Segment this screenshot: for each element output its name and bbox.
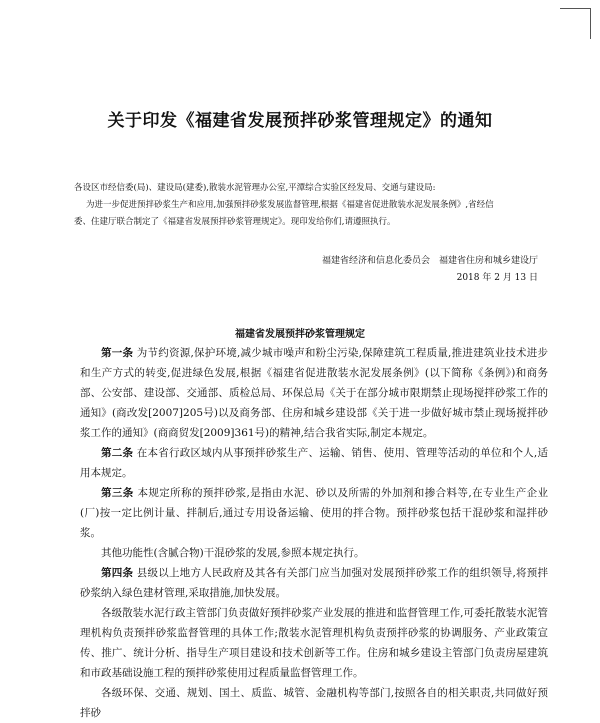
- issue-date: 2018 年 2 月 13 日: [456, 273, 538, 283]
- article-4-para-2-text: 各级散装水泥行政主管部门负责做好预拌砂浆产业发展的推进和监督管理工作,可委托散装水泥管理机构负责预拌砂浆监督管理的具体工作;散装水泥管理机构负责预拌砂浆的协调服务、产业政策宣传、推广、统计分析、指导生产项目建设和技术创新等工作。住房和城乡建设主管部门负责房屋建筑和市政基础设施工程的预拌砂浆使用过程质量监督管理工作。: [80, 607, 548, 679]
- regulation-body: [80, 343, 548, 723]
- intro-line-1: 为进一步促进预拌砂浆生产和应用,加强预拌砂浆发展监督管理,根据《福建省促进散装水泥发展条例》,省经信: [86, 200, 494, 210]
- article-4-number: 第四条: [101, 567, 134, 579]
- addressee-line: 各设区市经信委(局)、建设局(建委),散装水泥管理办公室,平潭综合实验区经发局、交通与建设局:: [74, 183, 436, 193]
- article-3-text: 本规定所称的预拌砂浆,是指由水泥、砂以及所需的外加剂和掺合料等,在专业生产企业(厂)按一定比例计量、拌制后,通过专用设备运输、使用的拌合物。预拌砂浆包括干混砂浆和湿拌砂浆。: [80, 487, 549, 539]
- article-1-text: 为节约资源,保护环境,减少城市噪声和粉尘污染,保障建筑工程质量,推进建筑业技术进步和生产方式的转变,促进绿色发展,根据《福建省促进散装水泥发展条例》(以下简称《条例》)和商务部、公安部、建设部、交通部、质检总局、环保总局《关于在部分城市限期禁止现场搅拌砂浆工作的通知》(商改发[2007]205号)以及商务部、住房和城乡建设部《关于进一步做好城市禁止现场搅拌砂浆工作的通知》(商商贸发[2009]361号)的精神,结合我省实际,制定本规定。: [80, 347, 548, 439]
- notice-title: 关于印发《福建省发展预拌砂浆管理规定》的通知: [107, 111, 493, 131]
- intro-line-2: 委、住建厅联合制定了《福建省发展预拌砂浆管理规定》。现印发给你们,请遵照执行。: [74, 217, 396, 227]
- article-4-para-2: [80, 603, 548, 683]
- article-3-note-text: 其他功能性(含腻合物)干混砂浆的发展,参照本规定执行。: [101, 547, 365, 559]
- article-3-number: 第三条: [101, 487, 134, 499]
- article-2-number: 第二条: [101, 447, 134, 459]
- article-1: [80, 343, 548, 443]
- article-2-text: 在本省行政区域内从事预拌砂浆生产、运输、销售、使用、管理等活动的单位和个人,适用本规定。: [80, 447, 548, 479]
- regulation-title: 福建省发展预拌砂浆管理规定: [235, 329, 365, 340]
- article-4: [80, 563, 548, 603]
- article-3-note: [80, 543, 548, 563]
- issuing-authorities: 福建省经济和信息化委员会 福建省住房和城乡建设厅: [321, 256, 538, 266]
- article-2: [80, 443, 548, 483]
- article-4-para-3-text: 各级环保、交通、规划、国土、质监、城管、金融机构等部门,按照各自的相关职责,共同做好预拌砂: [80, 687, 548, 719]
- article-4-text: 县级以上地方人民政府及其各有关部门应当加强对发展预拌砂浆工作的组织领导,将预拌砂浆纳入绿色建材管理,采取措施,加快发展。: [80, 567, 548, 599]
- article-1-number: 第一条: [101, 347, 134, 359]
- article-4-para-3: [80, 683, 548, 723]
- article-3: [80, 483, 548, 543]
- page-corner-mark: [560, 8, 591, 39]
